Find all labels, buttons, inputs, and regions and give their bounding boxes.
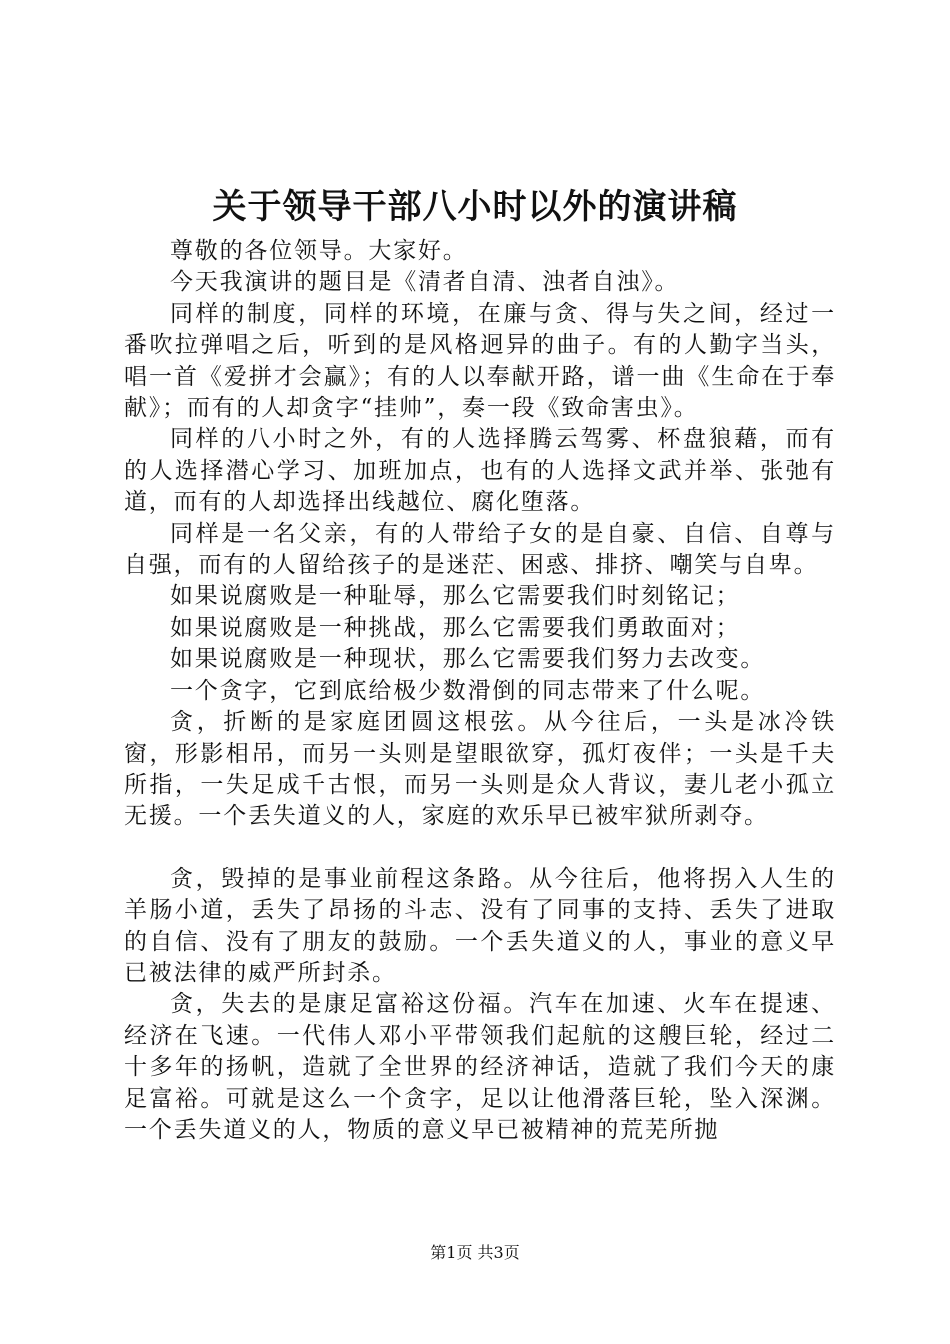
paragraph-outside-eight-hours: 同样的八小时之外，有的人选择腾云驾雾、杯盘狼藉，而有的人选择潜心学习、加班加点，也有的人选择文武并举、张弛有道，而有的人却选择出线越位、腐化堕落。 [124, 426, 836, 516]
paragraph-greeting: 尊敬的各位领导。大家好。 [170, 238, 468, 264]
paragraph-topic: 今天我演讲的题目是《清者自清、浊者自浊》。 [170, 269, 680, 296]
paragraph-status: 如果说腐败是一种现状，那么它需要我们努力去改变。 [170, 646, 766, 673]
paragraph-father: 同样是一名父亲，有的人带给子女的是自豪、自信、自尊与自强，而有的人留给孩子的是迷茫、困惑、排挤、嘲笑与自卑。 [124, 520, 836, 579]
paragraph-gap [124, 833, 836, 864]
paragraph-shame: 如果说腐败是一种耻辱，那么它需要我们时刻铭记； [170, 583, 741, 610]
paragraph-wealth: 贪，失去的是康足富裕这份福。汽车在加速、火车在提速、经济在飞速。一代伟人邓小平带领我们起航的这艘巨轮，经过二十多年的扬帆，造就了全世界的经济神话，造就了我们今天的康足富裕。可就是这么一个贪字，足以让他滑落巨轮，坠入深渊。一个丢失道义的人，物质的意义早已被精神的荒芜所抛 [124, 991, 836, 1143]
paragraph-question: 一个贪字，它到底给极少数滑倒的同志带来了什么呢。 [170, 677, 766, 704]
page-number-footer: 第1页 共3页 [430, 1243, 520, 1262]
paragraph-career: 贪，毁掉的是事业前程这条路。从今往后，他将拐入人生的羊肠小道，丢失了昂扬的斗志、没有了同事的支持、丢失了进取的自信、没有了朋友的鼓励。一个丢失道义的人，事业的意义早已被法律的威严所封杀。 [124, 865, 836, 986]
paragraph-same-system: 同样的制度，同样的环境，在廉与贪、得与失之间，经过一番吹拉弹唱之后，听到的是风格迥异的曲子。有的人勤字当头，唱一首《爱拼才会赢》；有的人以奉献开路，谱一曲《生命在于奉献》；而有的人却贪字“挂帅”，奏一段《致命害虫》。 [124, 300, 836, 422]
document-body [124, 236, 836, 1146]
document-title: 关于领导干部八小时以外的演讲稿 [212, 187, 738, 227]
paragraph-family: 贪，折断的是家庭团圆这根弦。从今往后，一头是冰冷铁窗，形影相吊，而另一头则是望眼欲穿，孤灯夜伴；一头是千夫所指，一失足成千古恨，而另一头则是众人背议，妻儿老小孤立无援。一个丢失道义的人，家庭的欢乐早已被牢狱所剥夺。 [124, 709, 836, 830]
paragraph-challenge: 如果说腐败是一种挑战，那么它需要我们勇敢面对； [170, 614, 741, 641]
